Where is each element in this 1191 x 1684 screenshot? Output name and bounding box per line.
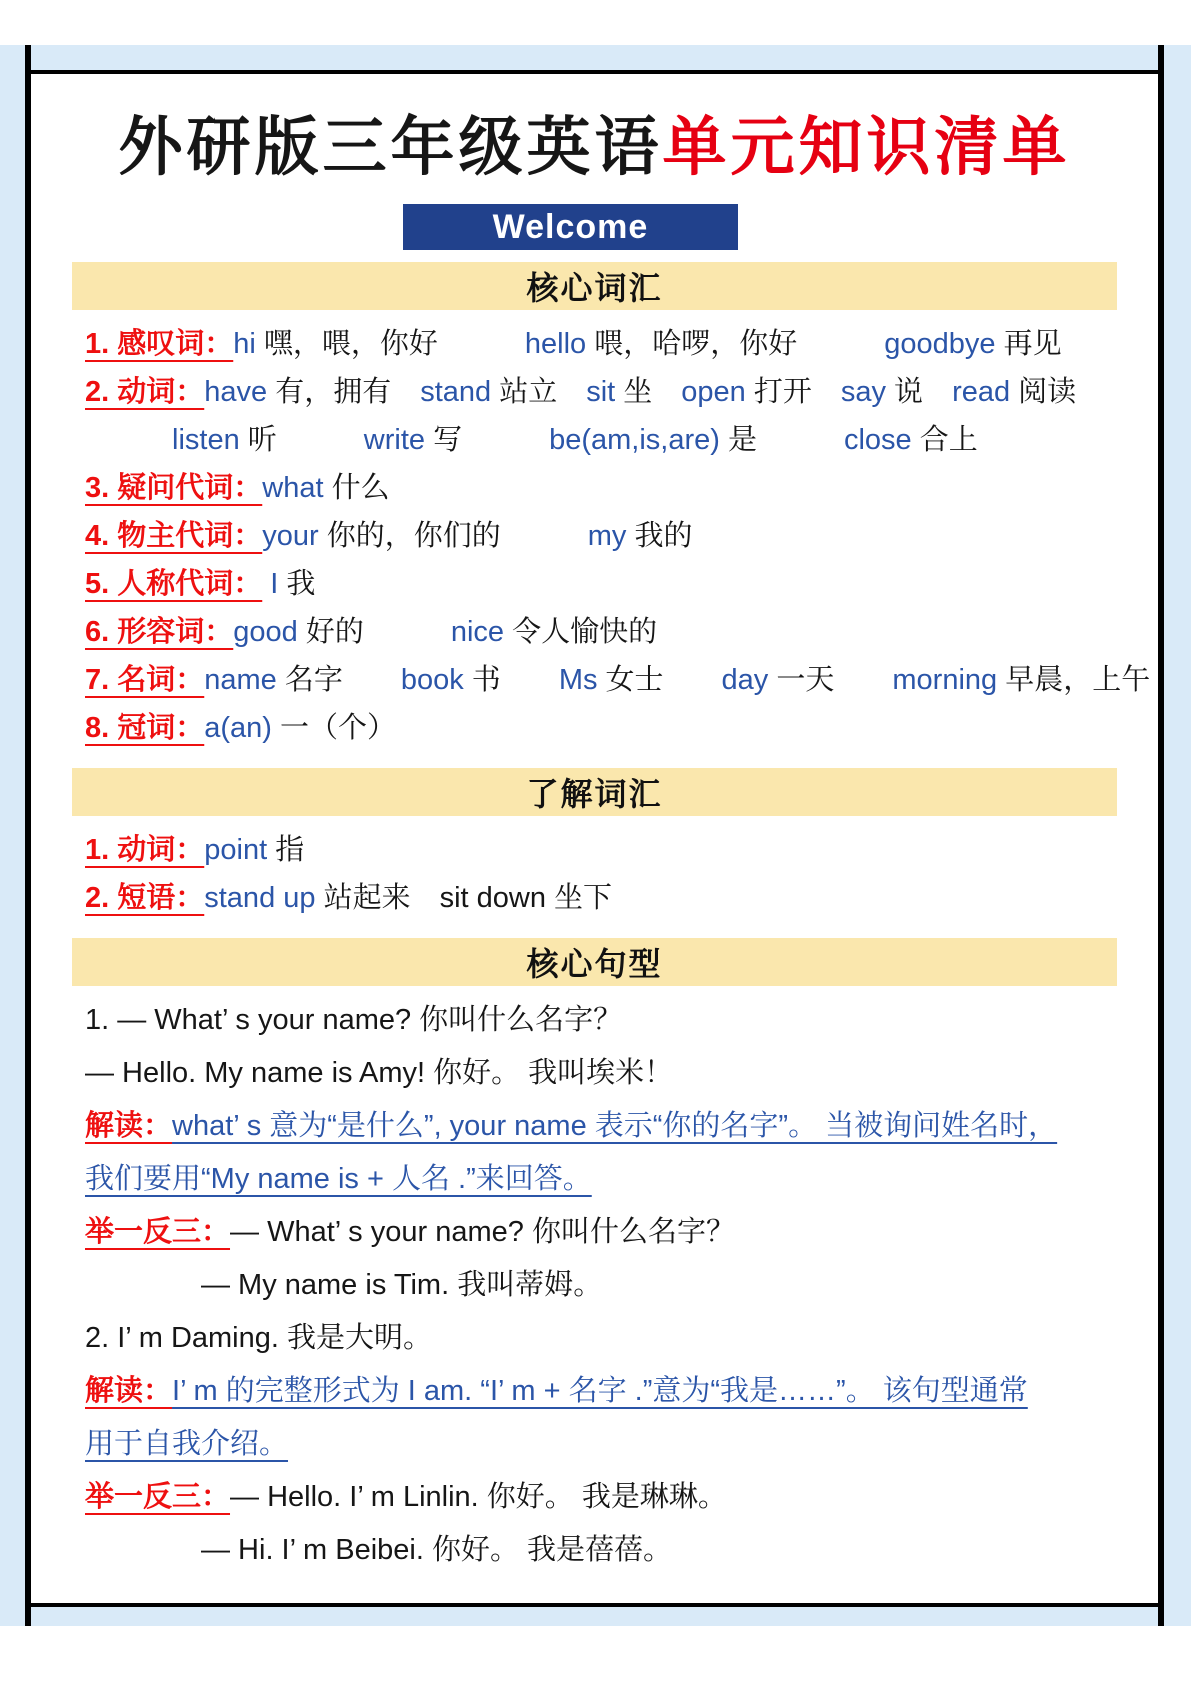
text-segment-zh: 写 xyxy=(425,424,550,456)
text-segment-zh: 打开 xyxy=(745,376,841,408)
text-segment-zh: 令人愉快的 xyxy=(504,616,658,648)
text-line xyxy=(85,1418,1128,1471)
text-segment-en: good xyxy=(233,616,298,648)
text-segment-text: — My name is Tim. 我叫蒂姆。 xyxy=(85,1269,603,1301)
text-segment-zh: 我 xyxy=(278,568,316,600)
text-segment-note: I’ m 的完整形式为 I am. “I’ m + 名字 .”意为“我是……”。 该句型通常 xyxy=(172,1375,1028,1407)
text-segment-en: day xyxy=(721,664,769,696)
text-segment-label: 1. 感叹词： xyxy=(85,328,234,360)
text-line xyxy=(85,1047,1128,1100)
text-segment-label: 举一反三： xyxy=(85,1216,231,1248)
text-segment-text: — Hello. My name is Amy! 你好。 我叫埃米！ xyxy=(85,1057,674,1089)
text-segment-label: 解读： xyxy=(85,1110,173,1142)
text-segment-en: have xyxy=(204,376,268,408)
text-segment-en: write xyxy=(363,424,426,456)
text-line xyxy=(85,1524,1128,1577)
text-segment-en: sit xyxy=(586,376,616,408)
text-segment-en: your xyxy=(262,520,319,552)
text-line xyxy=(85,1259,1128,1312)
text-segment-en: Ms xyxy=(558,664,598,696)
text-line xyxy=(85,1100,1128,1153)
text-line xyxy=(85,994,1128,1047)
text-line xyxy=(85,512,1128,560)
text-segment-zh: 书 xyxy=(463,664,559,696)
text-segment-text: — Hello. I’ m Linlin. 你好。 我是琳琳。 xyxy=(230,1481,727,1513)
text-segment-text: — What’ s your name? 你叫什么名字？ xyxy=(230,1216,735,1248)
text-segment-en: close xyxy=(843,424,912,456)
text-line xyxy=(85,416,1128,464)
text-segment-text: — Hi. I’ m Beibei. 你好。 我是蓓蓓。 xyxy=(85,1534,673,1566)
text-segment-zh: 早晨，上午 xyxy=(997,664,1151,696)
text-segment-zh: 指 xyxy=(267,834,305,866)
text-segment-label: 8. 冠词： xyxy=(85,712,205,744)
document-page xyxy=(31,70,1158,1607)
text-segment-text: 1. — What’ s your name? 你叫什么名字？ xyxy=(85,1004,623,1036)
text-line xyxy=(85,1153,1128,1206)
text-segment-en: read xyxy=(952,376,1011,408)
text-segment-en: say xyxy=(840,376,886,408)
frame-right-rule xyxy=(1158,45,1164,1626)
text-segment-en: hi xyxy=(233,328,256,360)
section-header-label: 了解词汇 xyxy=(526,776,663,812)
text-segment-zh: 听 xyxy=(239,424,364,456)
text-segment-en: book xyxy=(400,664,464,696)
text-segment-zh xyxy=(85,424,172,456)
text-segment-en: stand up xyxy=(204,882,316,914)
text-line xyxy=(85,1365,1128,1418)
text-segment-label: 5. 人称代词： xyxy=(85,568,263,600)
section-body xyxy=(31,986,1158,1577)
text-segment-zh: 我的 xyxy=(626,520,693,552)
text-segment-zh: 阅读 xyxy=(1010,376,1077,408)
section-header xyxy=(72,938,1117,986)
text-segment-en: my xyxy=(587,520,627,552)
text-segment-zh: 有，拥有 xyxy=(267,376,421,408)
text-segment-label: 1. 动词： xyxy=(85,834,205,866)
text-segment-zh: 合上 xyxy=(911,424,978,456)
text-segment-note: 我们要用“My name is + 人名 .”来回答。 xyxy=(85,1163,592,1195)
text-segment-zh: 一天 xyxy=(768,664,893,696)
text-line xyxy=(85,1471,1128,1524)
text-segment-zh: 再见 xyxy=(995,328,1062,360)
text-segment-en: morning xyxy=(892,664,998,696)
section-body xyxy=(31,310,1158,752)
text-segment-en: hello xyxy=(524,328,587,360)
text-segment-label: 3. 疑问代词： xyxy=(85,472,263,504)
text-segment-zh: 站立 xyxy=(491,376,587,408)
text-segment-zh: sit down 坐下 xyxy=(439,882,613,914)
text-segment-label: 4. 物主代词： xyxy=(85,520,263,552)
text-line xyxy=(85,1206,1128,1259)
section-body xyxy=(31,816,1158,922)
text-segment-label: 2. 短语： xyxy=(85,882,205,914)
text-segment-note: what’ s 意为“是什么”, your name 表示“你的名字”。 当被询问姓名时， xyxy=(172,1110,1058,1142)
page-title-red: 单元知识清单 xyxy=(662,111,1071,183)
text-segment-zh: 坐 xyxy=(615,376,682,408)
section-header xyxy=(72,262,1117,310)
text-segment-zh: 一（个） xyxy=(271,712,397,744)
text-segment-en: I xyxy=(262,568,279,600)
text-segment-en: nice xyxy=(450,616,505,648)
sections-container xyxy=(31,262,1158,1577)
text-segment-zh: 嘿，喂，你好 xyxy=(255,328,525,360)
page-title xyxy=(31,110,1158,184)
text-segment-en: be(am,is,are) xyxy=(549,424,720,456)
text-line xyxy=(85,608,1128,656)
unit-banner-label: Welcome xyxy=(492,207,649,246)
text-segment-label: 2. 动词： xyxy=(85,376,205,408)
text-segment-note: 用于自我介绍。 xyxy=(85,1428,289,1460)
section-header-label: 核心词汇 xyxy=(526,270,663,306)
text-segment-label: 7. 名词： xyxy=(85,664,205,696)
text-segment-zh: 喂，哈啰，你好 xyxy=(586,328,885,360)
text-segment-zh: 是 xyxy=(719,424,844,456)
text-segment-zh: 站起来 xyxy=(315,882,440,914)
text-segment-zh: 你的，你们的 xyxy=(318,520,588,552)
text-segment-zh: 什么 xyxy=(323,472,390,504)
page-title-black: 外研版三年级英语 xyxy=(118,111,663,183)
text-segment-label: 解读： xyxy=(85,1375,173,1407)
text-line xyxy=(85,464,1128,512)
text-segment-label: 6. 形容词： xyxy=(85,616,234,648)
section-header-label: 核心句型 xyxy=(526,946,663,982)
section-header xyxy=(72,768,1117,816)
text-segment-en: stand xyxy=(420,376,492,408)
text-segment-text: 2. I’ m Daming. 我是大明。 xyxy=(85,1322,432,1354)
text-segment-zh: 女士 xyxy=(597,664,722,696)
text-line xyxy=(85,1312,1128,1365)
text-segment-zh: 说 xyxy=(886,376,953,408)
text-line xyxy=(85,826,1128,874)
text-line xyxy=(85,320,1128,368)
text-segment-zh: 好的 xyxy=(297,616,451,648)
text-segment-label: 举一反三： xyxy=(85,1481,231,1513)
text-segment-en: point xyxy=(204,834,268,866)
text-segment-en: a(an) xyxy=(204,712,272,744)
text-segment-en: name xyxy=(204,664,277,696)
text-segment-en: what xyxy=(262,472,324,504)
text-line xyxy=(85,874,1128,922)
text-line xyxy=(85,656,1151,704)
text-segment-en: goodbye xyxy=(884,328,996,360)
text-segment-zh: 名字 xyxy=(276,664,401,696)
text-line xyxy=(85,368,1128,416)
text-segment-en: open xyxy=(681,376,746,408)
text-line xyxy=(85,704,1128,752)
text-segment-en: listen xyxy=(172,424,240,456)
text-line xyxy=(85,560,1128,608)
unit-banner xyxy=(403,204,738,250)
